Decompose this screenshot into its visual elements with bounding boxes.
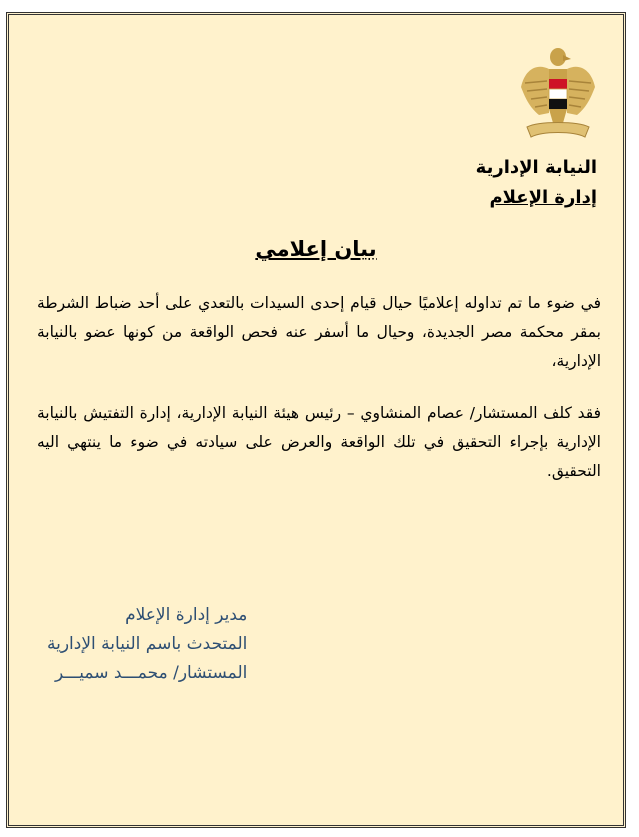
paragraph-1: في ضوء ما تم تداوله إعلاميًا حيال قيام إحدى السيدات بالتعدي على أحد ضباط الشرطة بمقر محكمة مصر الجديدة، وحيال ما أسفر عنه فحص الواقعة من كونها عضو بالنيابة الإدارية، [37,294,601,370]
egypt-eagle-emblem-icon [519,43,597,143]
department-name: إدارة الإعلام [489,187,597,208]
org-name: النيابة الإدارية [475,157,597,178]
document-page [6,12,626,828]
signature-line-title: مدير إدارة الإعلام [125,605,248,625]
document-title: بيان إعلامي [255,237,377,261]
paragraph-2: فقد كلف المستشار/ عصام المنشاوي – رئيس هيئة النيابة الإدارية، إدارة التفتيش بالنيابة الإدارية بإجراء التحقيق في تلك الواقعة والعرض على سيادته في ضوء ما ينتهي اليه التحقيق. [37,404,601,480]
signature-line-name: المستشار/ محمـــد سميـــر [54,663,248,683]
organization-header [476,153,597,213]
signature-block [47,601,247,688]
signature-line-role: المتحدث باسم النيابة الإدارية [47,634,248,654]
